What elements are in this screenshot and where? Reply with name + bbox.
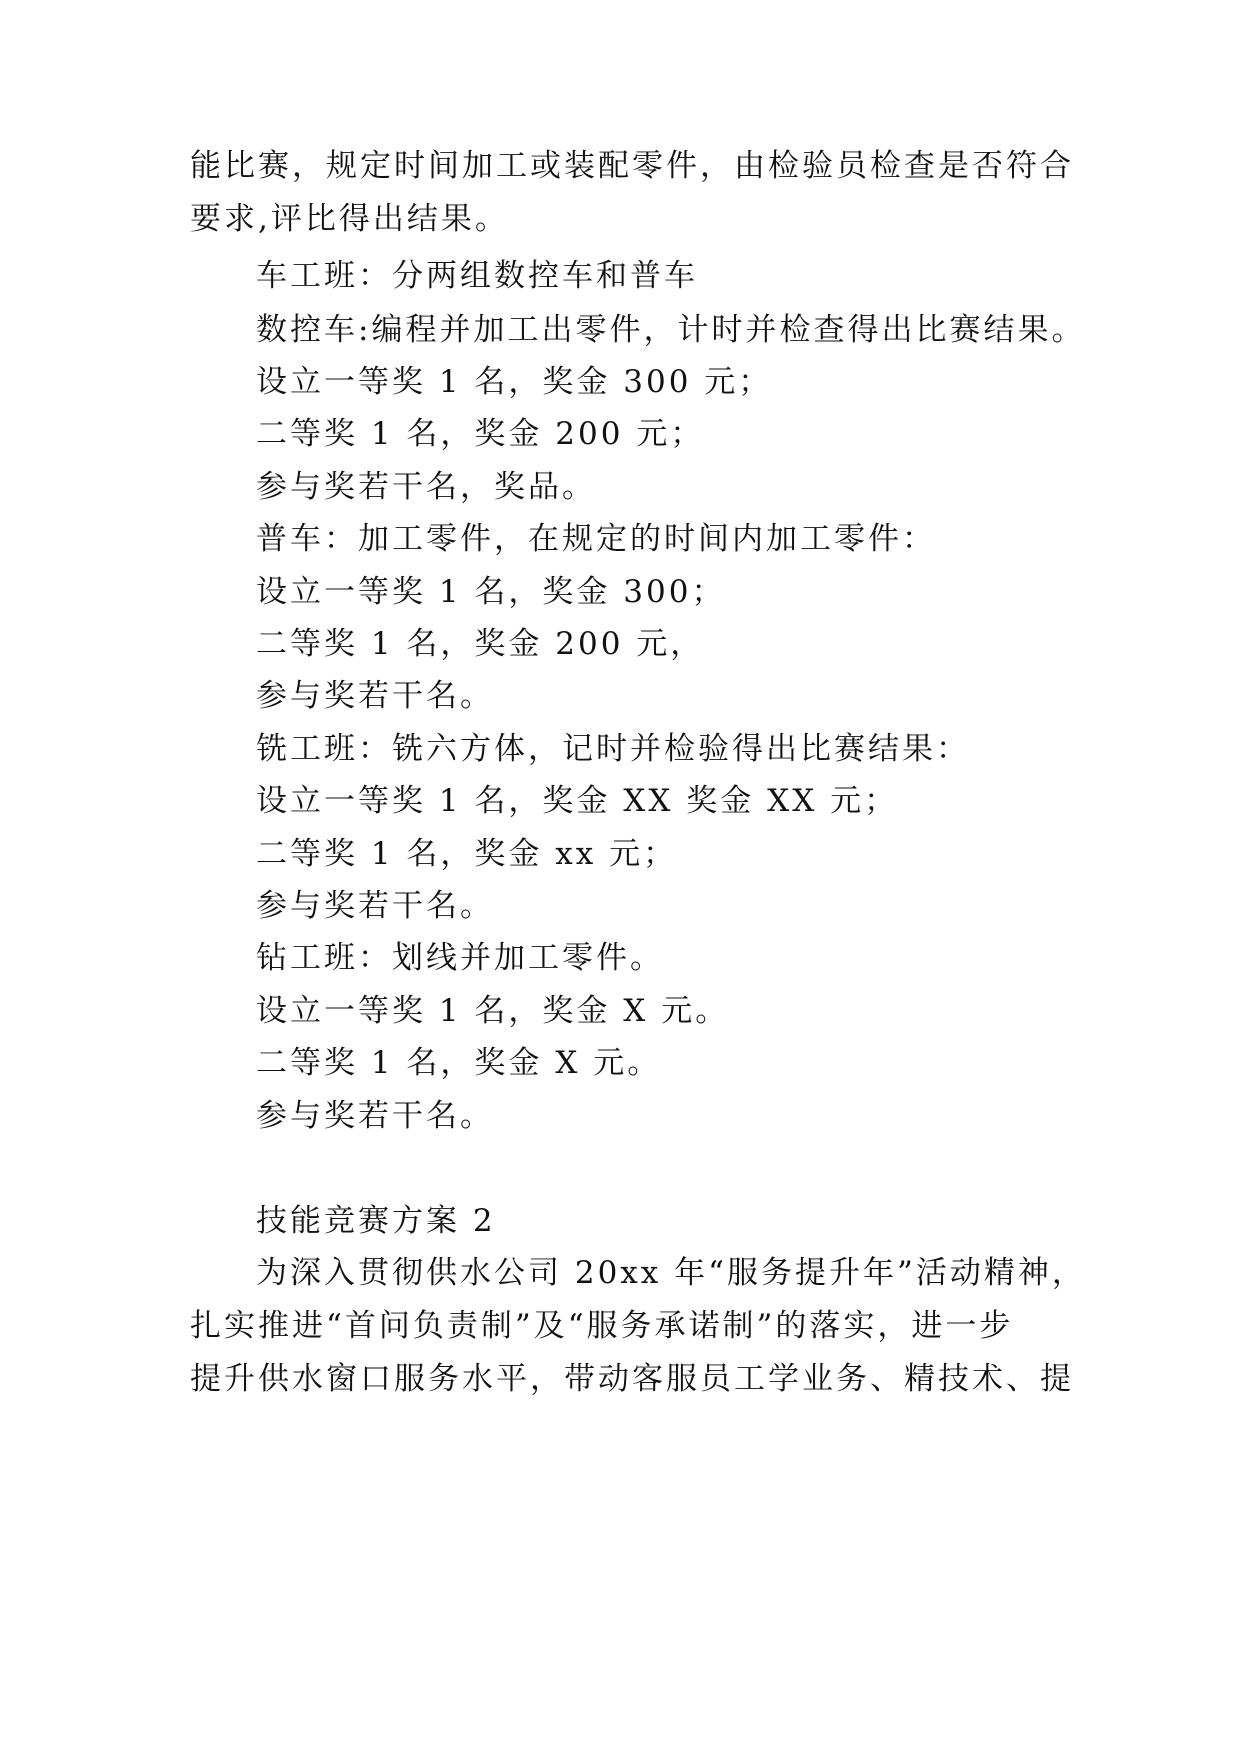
text-line: 参与奖若干名，奖品。 — [256, 469, 596, 505]
text-line: 数控车:编程并加工出零件，计时并检查得出比赛结果。 — [256, 312, 1086, 348]
text-line: 参与奖若干名。 — [256, 888, 494, 924]
text-line: 车工班：分两组数控车和普车 — [256, 258, 698, 294]
text-line: 钻工班：划线并加工零件。 — [256, 940, 664, 976]
text-line: 参与奖若干名。 — [256, 678, 494, 714]
text-line: 提升供水窗口服务水平，带动客服员工学业务、精技术、提 — [190, 1361, 1074, 1397]
text-line: 设立一等奖 1 名，奖金 X 元。 — [256, 993, 730, 1029]
text-line: 二等奖 1 名，奖金 200 元； — [256, 416, 705, 452]
section-heading: 技能竞赛方案 2 — [256, 1203, 496, 1239]
text-line: 要求,评比得出结果。 — [190, 201, 509, 237]
text-line: 铣工班：铣六方体，记时并检验得出比赛结果： — [256, 731, 970, 767]
text-line: 参与奖若干名。 — [256, 1098, 494, 1134]
text-line: 为深入贯彻供水公司 20xx 年“服务提升年”活动精神， — [256, 1255, 1086, 1291]
text-line: 二等奖 1 名，奖金 200 元， — [256, 626, 705, 662]
text-line: 设立一等奖 1 名，奖金 300 元； — [256, 364, 773, 400]
text-line: 扎实推进“首问负责制”及“服务承诺制”的落实，进一步 — [190, 1308, 1014, 1344]
text-line: 二等奖 1 名，奖金 xx 元； — [256, 836, 678, 872]
text-line: 设立一等奖 1 名，奖金 XX 奖金 XX 元； — [256, 783, 899, 819]
text-line: 普车：加工零件，在规定的时间内加工零件： — [256, 521, 936, 557]
text-line: 能比赛，规定时间加工或装配零件，由检验员检查是否符合 — [190, 148, 1074, 184]
text-line: 二等奖 1 名，奖金 X 元。 — [256, 1045, 662, 1081]
text-line: 设立一等奖 1 名，奖金 300； — [256, 574, 726, 610]
